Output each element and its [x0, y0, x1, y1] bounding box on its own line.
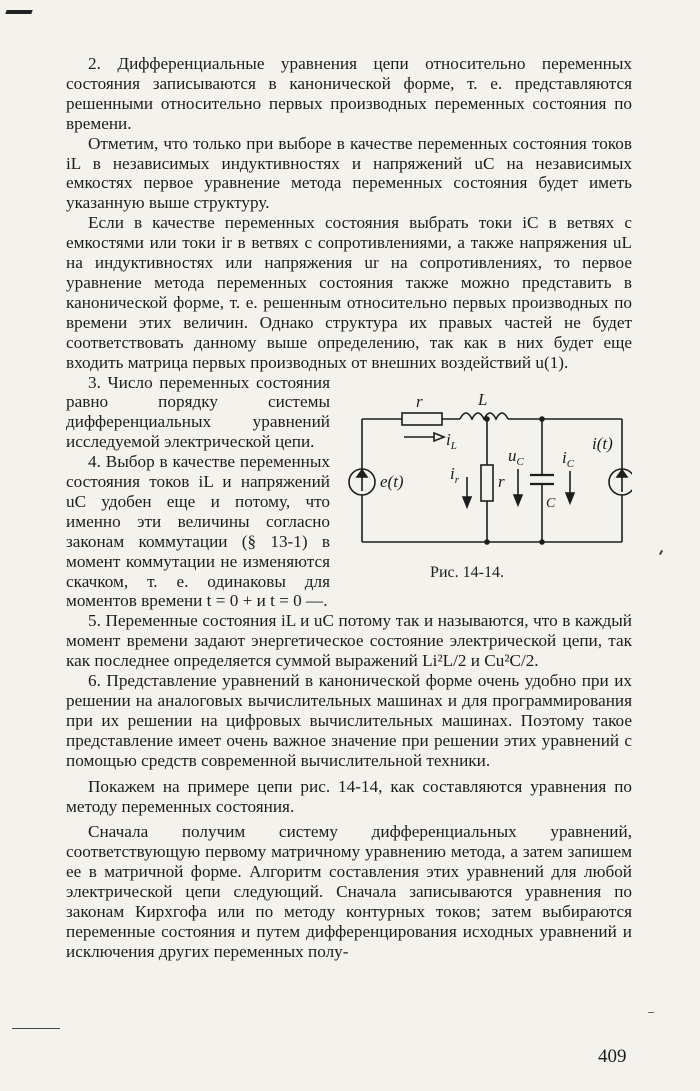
paragraph-4: 4. Выбор в качестве переменных состояния токов iL и напряжений uC удобен еще и потому, что именно эти величины согласно законам коммутации (§ 13-1) в момент коммутации не изменяются скачком, т. е. одинаковы для моментов времени t = 0 + и t = 0 —.: [66, 452, 330, 611]
paragraph-choice: Если в качестве переменных состояния выбрать токи iC в ветвях с емкостями или токи ir в ветвях с сопротивлениями, а также напряжения uL на индуктивностях или напряжения ur на сопротивлениях, то первое уравнение метода переменных состояния также можно представить в канонической форме, т. е. решенным относительно первых производных по времени этих величин. Однако структура их правых частей не будет соответствовать данному выше определению, так как в них будет еще входить матрица первых производных от внешних воздействий u(1).: [66, 213, 632, 372]
label-iL: $i_L$: [446, 429, 457, 452]
label-iC: $i_C$: [562, 447, 575, 470]
page-number: 409: [598, 1046, 627, 1067]
paragraph-note: Отметим, что только при выборе в качестве переменных состояния токов iL в независимых индуктивностях и напряжений uC на независимых емкостях первое уравнение метода переменных состояния будет иметь указанную выше структуру.: [66, 133, 632, 213]
inductor: [460, 413, 508, 419]
corner-mark: [5, 10, 32, 14]
margin-rule: [12, 1028, 60, 1029]
figure-caption: Рис. 14-14.: [430, 563, 504, 581]
label-ir: $i_r$: [450, 463, 460, 486]
label-L: L: [478, 389, 488, 409]
circuit-diagram: [342, 387, 632, 555]
figure-14-14: [342, 387, 632, 587]
resistor-branch: [481, 465, 493, 501]
resistor-top: [402, 413, 442, 425]
label-r-top: r: [416, 391, 423, 411]
margin-tick: [659, 550, 663, 555]
page-body: [66, 54, 632, 962]
label-it: i(t): [592, 433, 613, 453]
label-uC: $u_C$: [508, 445, 524, 468]
paragraph-3: 3. Число переменных состояния равно порядку системы дифференциальных уравнений исследуемой электрической цепи.: [66, 372, 330, 452]
paragraph-example: Покажем на примере цепи рис. 14-14, как составляются уравнения по методу переменных состояния.: [66, 776, 632, 816]
margin-tick: [648, 1012, 654, 1013]
label-C: C: [546, 495, 556, 511]
paragraph-5: 5. Переменные состояния iL и uC потому так и называются, что в каждый момент времени задают энергетическое состояние электрической цепи, так как последнее определяется суммой выражений Li²L/2 и Cu²C/2.: [66, 611, 632, 671]
paragraph-algorithm: Сначала получим систему дифференциальных уравнений, соответствующую первому матричному уравнению метода, а затем запишем ее в матричной форме. Алгоритм составления этих уравнений для любой электрической цепи следующий. Сначала записываются уравнения по законам Кирхгофа или по методу контурных токов; затем выбираются переменные состояния и путем дифференцирования исходных уравнений и исключения других переменных полу-: [66, 822, 632, 961]
paragraph-6: 6. Представление уравнений в канонической форме очень удобно при их решении на аналоговых вычислительных машинах и для программирования при их решении на цифровых вычислительных машинах. Поэтому такое представление имеет очень важное значение при решении этих уравнений с помощью средств современной вычислительной техники.: [66, 671, 632, 770]
label-e: e(t): [380, 471, 404, 491]
label-r-branch: r: [498, 471, 505, 491]
paragraph-2: 2. Дифференциальные уравнения цепи относительно переменных состояния записываются в канонической форме, т. е. представляются решенными относительно первых производных переменных состояния по времени.: [66, 54, 632, 133]
